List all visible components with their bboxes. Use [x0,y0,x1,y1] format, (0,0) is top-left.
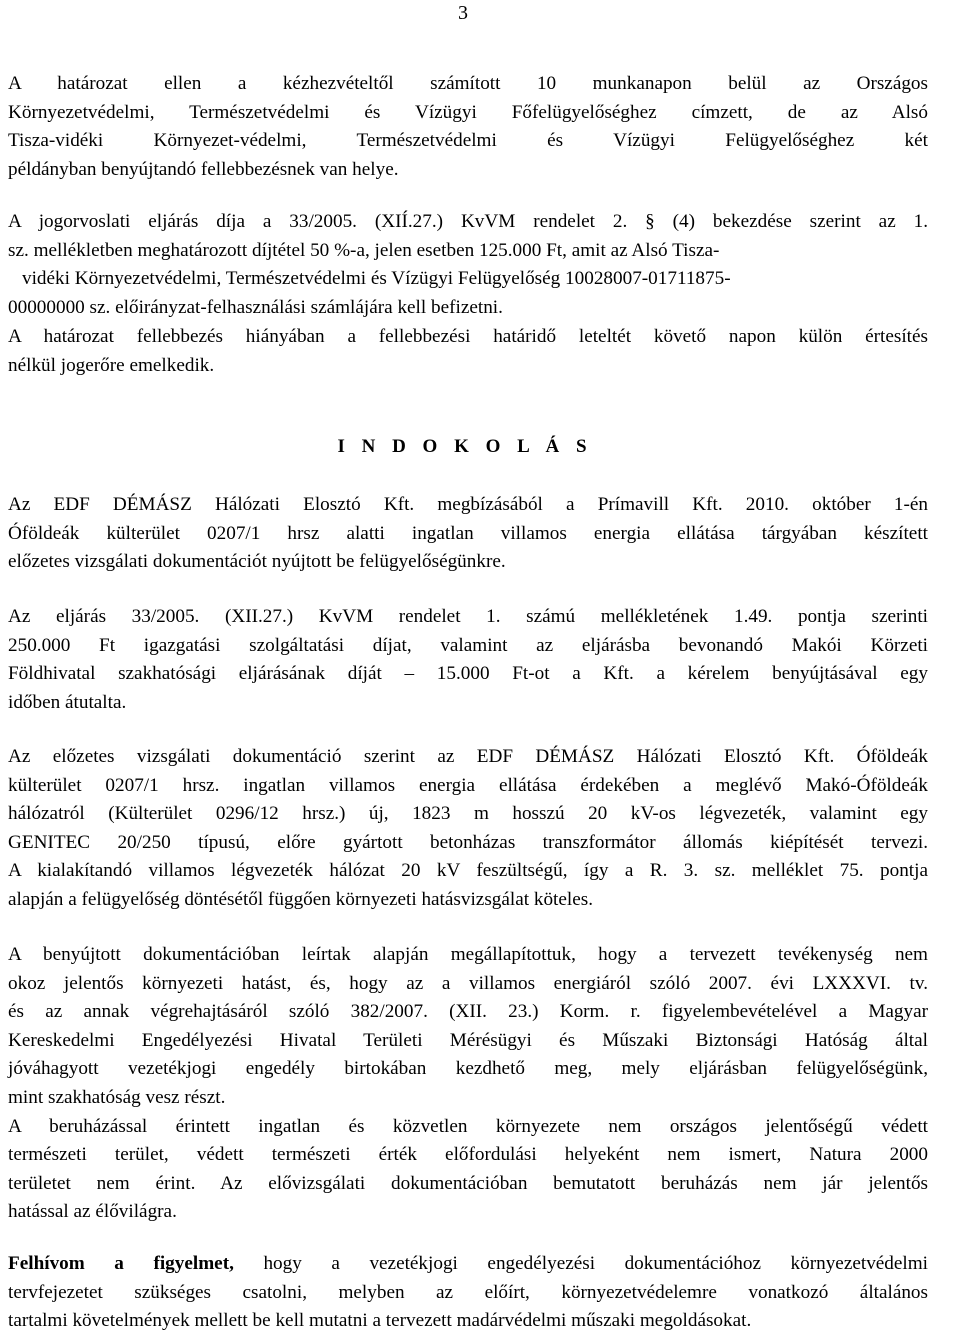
plan-paragraph [8,743,928,915]
text-line [8,1250,928,1279]
notice-paragraph [8,1250,928,1336]
text-line: területet nem érint. Az elővizsgálati dokumentációban bemutatott beruházás nem jár jelentős [8,1172,928,1194]
text-line: Kereskedelmi Engedélyezési Hivatal Területi Mérésügyi és Műszaki Biztonsági Hatóság által [8,1029,928,1051]
text-line: vidéki Környezetvédelmi, Természetvédelmi és Vízügyi Felügyelőség 10028007-01711875- [22,268,731,290]
text-line: példányban benyújtandó fellebbezésnek van helye. [8,158,399,180]
text-line: hatással az élővilágra. [8,1201,177,1223]
text-line: Környezetvédelmi, Természetvédelmi és Vízügyi Főfelügyelőséghez címzett, de az Alsó [8,101,928,123]
text-line: előzetes vizsgálati dokumentációt nyújtott be felügyelőségünkre. [8,551,506,573]
appeal-paragraph [8,70,928,184]
text-line: külterület 0207/1 hrsz. ingatlan villamos energia ellátása érdekében a meglévő Makó-Óföldeák [8,774,928,796]
text-line: természeti terület, védett természeti érték előfordulási helyeként nem ismert, Natura 2000 [8,1144,928,1166]
procedure-fee-paragraph [8,603,928,717]
findings-paragraph [8,941,928,1227]
text-line: Az EDF DÉMÁSZ Hálózati Elosztó Kft. megbízásából a Prímavill Kft. 2010. október 1-én [8,494,928,515]
page-number: 3 [458,2,468,24]
text-line: nélkül jogerőre emelkedik. [8,354,215,376]
finality-paragraph [8,323,928,380]
notice-line-rest: hogy a vezetékjogi engedélyezési dokumentációhoz környezetvédelmi [233,1253,928,1274]
text-line: 00000000 sz. előirányzat-felhasználási számlájára kell befizetni. [8,296,503,318]
text-line: A kialakítandó villamos légvezeték hálózat 20 kV feszültségű, így a R. 3. sz. melléklet 75. pontja [8,860,928,882]
text-line: hálózatról (Külterület 0296/12 hrsz.) új, 1823 m hosszú 20 kV-os légvezeték, valamint egy [8,803,928,825]
text-line: alapján a felügyelőség döntésétől függően környezeti hatásvizsgálat köteles. [8,888,594,910]
text-line: Földhivatal szakhatósági eljárásának díját – 15.000 Ft-ot a Kft. a kérelem benyújtásával egy [8,663,928,685]
text-line: tartalmi követelmények mellett be kell mutatni a tervezett madárvédelmi műszaki megoldásokat. [8,1310,752,1332]
text-line: A jogorvoslati eljárás díja a 33/2005. (XIÍ.27.) KvVM rendelet 2. § (4) bekezdése szerint az 1. [8,211,928,232]
text-line: okoz jelentős környezeti hatást, és, hogy az a villamos energiáról szóló 2007. évi LXXXVI. tv. [8,972,928,994]
text-line: Tisza-vidéki Környezet-védelmi, Természetvédelmi és Vízügyi Felügyelőséghez két [8,130,928,152]
text-line: mint szakhatóság vesz részt. [8,1086,226,1108]
text-line: Az eljárás 33/2005. (XII.27.) KvVM rendelet 1. számú mellékletének 1.49. pontja szerinti [8,606,928,627]
text-line: GENITEC 20/250 típusú, előre gyártott betonházas transzformátor állomás kiépítését tervezi. [8,831,928,853]
text-line: A határozat fellebbezés hiányában a fellebbezési határidő leteltét követő napon külön értesítés [8,326,928,347]
text-line: Óföldeák külterület 0207/1 hrsz alatti ingatlan villamos energia ellátása tárgyában készített [8,522,928,544]
text-line: Az előzetes vizsgálati dokumentáció szerint az EDF DÉMÁSZ Hálózati Elosztó Kft. Óföldeák [8,746,928,767]
text-line: A benyújtott dokumentációban leírtak alapján megállapítottuk, hogy a tervezett tevékenység nem [8,944,928,965]
text-line: jóváhagyott vezetékjogi engedély birtokában kezdhető meg, mely eljárásban felügyelőségünk, [8,1058,928,1080]
notice-lead: Felhívom a figyelmet, [8,1253,234,1274]
text-line: sz. mellékletben meghatározott díjtétel 50 %-a, jelen esetben 125.000 Ft, amit az Alsó Tisza- [8,239,720,261]
text-line: időben átutalta. [8,691,127,713]
text-line: A határozat ellen a kézhezvételtől számított 10 munkanapon belül az Országos [8,73,928,94]
text-line: tervfejezetet szükséges csatolni, melyben az előírt, környezetvédelemre vonatkozó általános [8,1281,928,1303]
section-heading: I N D O K O L Á S [337,436,593,457]
text-line: A beruházással érintett ingatlan és közvetlen környezete nem országos jelentőségű védett [8,1115,928,1137]
text-line: 250.000 Ft igazgatási szolgáltatási díjat, valamint az eljárásba bevonandó Makói Körzeti [8,634,928,656]
text-line: és az annak végrehajtásáról szóló 382/2007. (XII. 23.) Korm. r. figyelembevételével a Magyar [8,1001,928,1023]
submission-paragraph [8,491,928,577]
fee-paragraph [8,208,928,322]
